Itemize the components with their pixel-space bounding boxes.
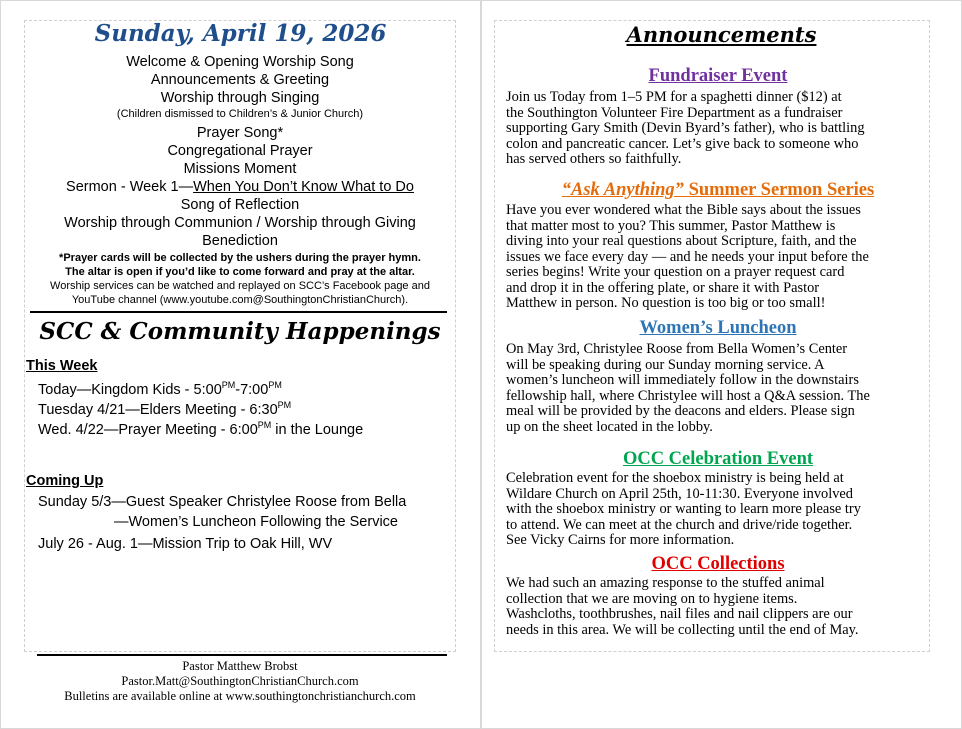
order-item: Prayer Song*: [196, 125, 284, 141]
order-item: Announcements & Greeting: [150, 72, 330, 88]
sermon-label: Sermon - Week 1—: [66, 179, 194, 195]
event-item: Today—Kingdom Kids - $5:00^{PM}-7:00^{PM}$: [38, 380, 282, 398]
celebration-text: Celebration event for the shoebox ministry is being held at Wildare Church on April 25th, 10-11:30. Everyone involved with the shoebox ministry or wanting to learn more please try to attend. We can meet at the church and drive/ride together. See Vicky Cairns for more information.: [506, 470, 861, 548]
this-week-heading: This Week: [26, 358, 98, 374]
footer-divider: [37, 654, 447, 656]
order-item-note: (Children dismissed to Children’s & Junior Church): [116, 108, 364, 120]
bulletin-link[interactable]: Bulletins are available online at www.southingtonchristianchurch.com: [64, 689, 416, 703]
order-item: Welcome & Opening Worship Song: [126, 54, 354, 70]
event-item: Tuesday 4/21—Elders Meeting - $6:30^{PM}$: [38, 400, 292, 418]
event-item: Sunday 5/3—Guest Speaker Christylee Roose from Bella: [38, 494, 407, 510]
coming-up-heading: Coming Up: [26, 473, 104, 489]
footer: [30, 659, 450, 704]
event-item: Wed. 4/22—Prayer Meeting - $6:00^{PM}$ in the Lounge: [38, 420, 364, 438]
fundraiser-heading: Fundraiser Event: [648, 66, 788, 86]
happenings-title: SCC & Community Happenings: [39, 318, 441, 345]
order-of-service: [30, 53, 450, 307]
pastor-name: Pastor Matthew Brobst: [182, 659, 298, 673]
event-item: —Women’s Luncheon Following the Service: [114, 514, 398, 530]
sermon-series-heading: “Ask Anything” Summer Sermon Series: [561, 180, 875, 200]
order-item: Congregational Prayer: [167, 143, 313, 159]
order-item: Worship through Communion / Worship through Giving: [64, 215, 416, 231]
event-item: July 26 - Aug. 1—Mission Trip to Oak Hill, WV: [38, 536, 333, 552]
service-date: Sunday, April 19, 2026: [94, 20, 387, 47]
order-item: Missions Moment: [183, 161, 297, 177]
sermon-series-text: Have you ever wondered what the Bible says about the issues that matter most to you? This summer, Pastor Matthew is diving into your real questions about Scripture, faith, and the issues we face every day — and he needs your input before the series begins! Write your question on a prayer request card and drop it in the offering plate, or share it with Pastor Matthew in person. No question is too big or too small!: [506, 202, 869, 311]
fundraiser-text: Join us Today from 1–5 PM for a spaghetti dinner ($12) at the Southington Volunteer Fire Department as a fundraiser supporting Gary Smith (Devin Byard’s father), who is battling colon and pancreatic cancer. Let’s give back to someone who has served others so faithfully.: [506, 89, 865, 167]
luncheon-text: On May 3rd, Christylee Roose from Bella Women’s Center will be speaking during our Sunday morning service. A women’s luncheon will immediately follow in the downstairs fellowship hall, where Christylee will host a Q&A session. The meal will be provided by the deacons and elders. Please sign up on the sheet located in the lobby.: [506, 341, 870, 435]
announcements-title: Announcements: [626, 22, 817, 47]
sermon-title: When You Don’t Know What to Do: [193, 179, 414, 195]
prayer-card-note: *Prayer cards will be collected by the ushers during the prayer hymn.: [59, 252, 421, 264]
collections-heading: OCC Collections: [651, 554, 785, 574]
altar-note: The altar is open if you’d like to come forward and pray at the altar.: [65, 266, 415, 278]
pastor-email[interactable]: Pastor.Matt@SouthingtonChristianChurch.com: [121, 674, 359, 688]
sermon-item: [30, 178, 450, 196]
stream-note: Worship services can be watched and replayed on SCC’s Facebook page and: [50, 280, 430, 292]
celebration-heading: OCC Celebration Event: [622, 449, 814, 469]
divider: [30, 311, 447, 313]
luncheon-heading: Women’s Luncheon: [639, 318, 797, 338]
collections-text: We had such an amazing response to the stuffed animal collection that we are moving on to hygiene items. Washcloths, toothbrushes, nail files and nail clippers are our needs in this area. We will be collecting until the end of May.: [506, 575, 859, 638]
stream-note-2: YouTube channel (www.youtube.com@SouthingtonChristianChurch).: [71, 294, 409, 306]
order-item: Worship through Singing: [160, 90, 320, 106]
order-item: Song of Reflection: [180, 197, 300, 213]
order-item: Benediction: [202, 233, 278, 249]
